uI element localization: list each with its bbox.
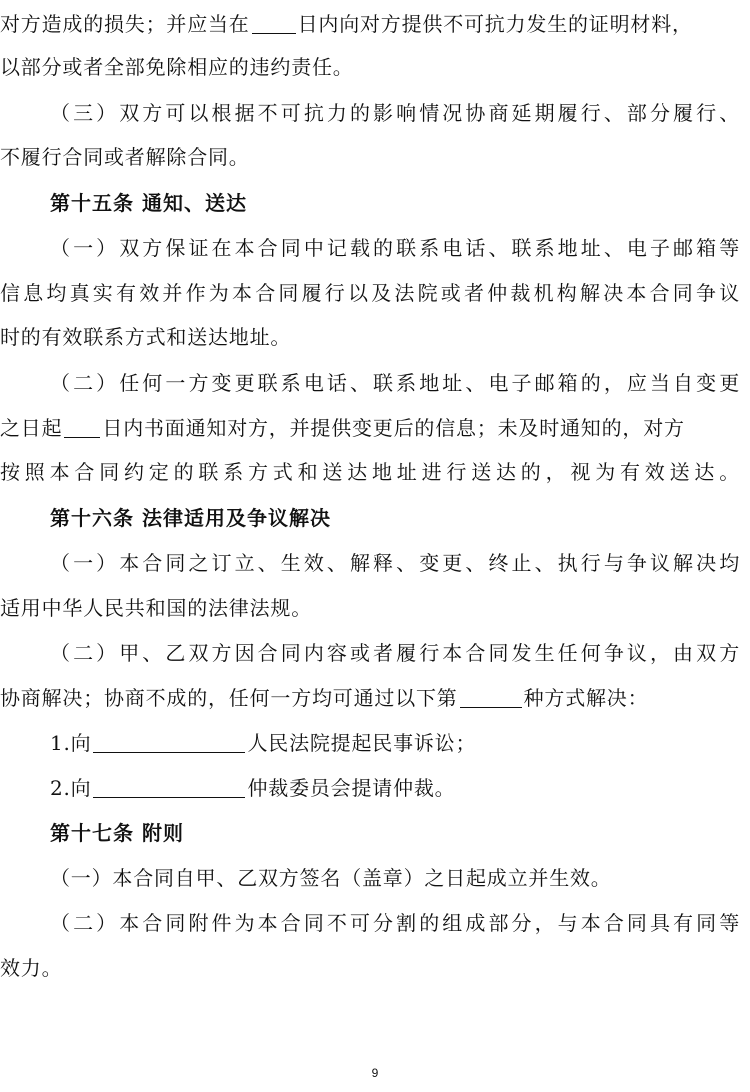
text-segment: 2.向	[50, 776, 92, 800]
text-segment: 日内书面通知对方，并提供变更后的信息；未及时通知的，对方	[102, 416, 685, 440]
fill-blank[interactable]	[93, 730, 245, 753]
paragraph-line: （三）双方可以根据不可抗力的影响情况协商延期履行、部分履行、	[50, 101, 740, 125]
paragraph-line	[50, 721, 740, 765]
paragraph-line: 不履行合同或者解除合同。	[0, 145, 250, 169]
text-segment: 仲裁委员会提请仲裁。	[247, 776, 456, 800]
paragraph-line: 效力。	[0, 956, 63, 980]
text-segment: 日内向对方提供不可抗力发生的证明材料，	[297, 12, 693, 36]
fill-blank[interactable]	[460, 685, 522, 708]
fill-blank[interactable]	[64, 415, 100, 438]
paragraph-line: （二）甲、乙双方因合同内容或者履行本合同发生任何争议，由双方	[50, 641, 740, 665]
paragraph-line: 按照本合同约定的联系方式和送达地址进行送达的，视为有效送达。	[0, 460, 740, 484]
page-number: 9	[371, 1066, 379, 1080]
text-segment: 种方式解决：	[523, 686, 649, 710]
text-segment: 对方造成的损失；并应当在	[0, 12, 250, 36]
article-17-heading: 第十七条 附则	[50, 821, 184, 845]
text-segment: 1.向	[50, 731, 92, 755]
paragraph-line: 时的有效联系方式和送达地址。	[0, 325, 292, 349]
text-segment: 协商解决；协商不成的，任何一方均可通过以下第	[0, 686, 458, 710]
paragraph-line	[50, 766, 740, 810]
paragraph-line	[0, 2, 740, 46]
paragraph-line: （一）本合同自甲、乙双方签名（盖章）之日起成立并生效。	[50, 866, 612, 890]
paragraph-line: （一）双方保证在本合同中记载的联系电话、联系地址、电子邮箱等	[50, 236, 740, 260]
paragraph-line: 适用中华人民共和国的法律法规。	[0, 596, 312, 620]
article-15-heading: 第十五条 通知、送达	[50, 191, 247, 215]
paragraph-line: 信息均真实有效并作为本合同履行以及法院或者仲裁机构解决本合同争议	[0, 281, 740, 305]
paragraph-line: （二）任何一方变更联系电话、联系地址、电子邮箱的，应当自变更	[50, 371, 740, 395]
paragraph-line: （二）本合同附件为本合同不可分割的组成部分，与本合同具有同等	[50, 911, 740, 935]
article-16-heading: 第十六条 法律适用及争议解决	[50, 506, 331, 530]
text-segment: 之日起	[0, 416, 63, 440]
paragraph-line	[0, 406, 740, 450]
paragraph-line	[0, 676, 740, 720]
fill-blank[interactable]	[93, 775, 245, 798]
text-segment: 人民法院提起民事诉讼；	[247, 731, 477, 755]
paragraph-line: 以部分或者全部免除相应的违约责任。	[0, 55, 354, 79]
fill-blank[interactable]	[252, 11, 296, 34]
paragraph-line: （一）本合同之订立、生效、解释、变更、终止、执行与争议解决均	[50, 551, 740, 575]
